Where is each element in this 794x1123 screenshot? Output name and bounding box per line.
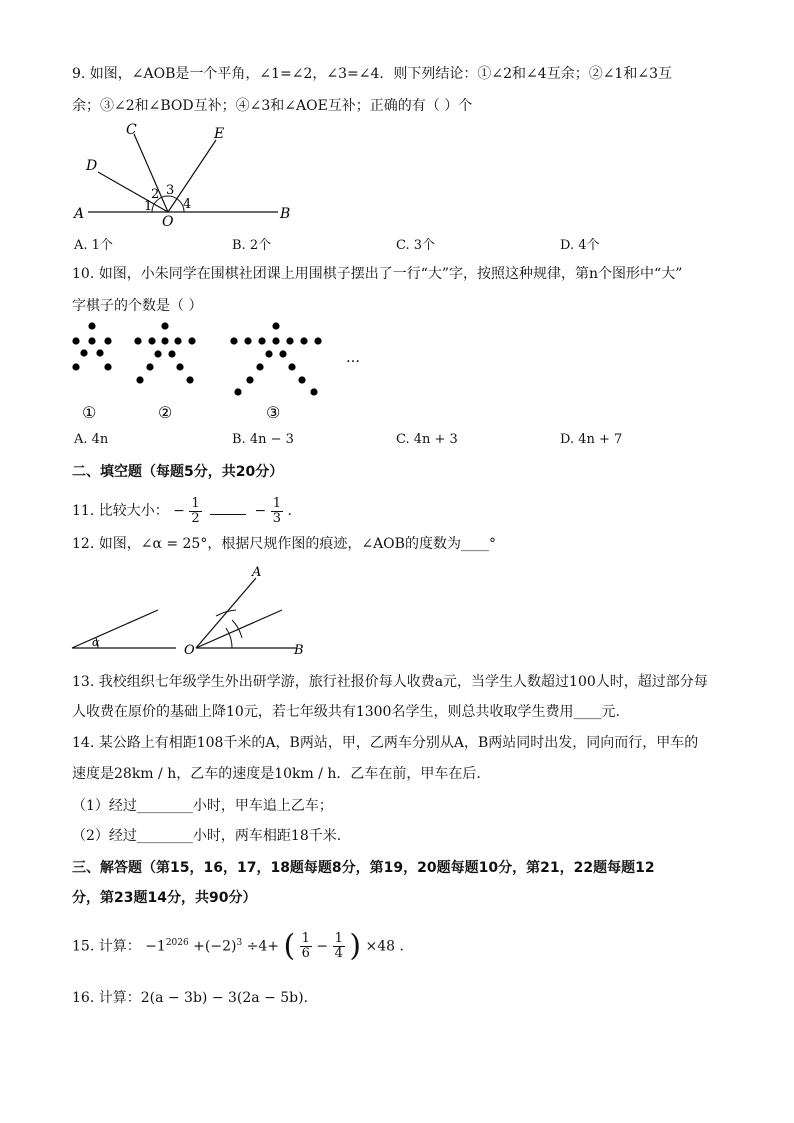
q10-option-c: C. 4n + 3 — [396, 432, 458, 447]
q15-line — [72, 926, 404, 964]
q15-prefix: 15. 计算： — [72, 938, 141, 955]
q15-f1-numerator: 1 — [301, 931, 310, 947]
q10-figure-label-2: ② — [158, 403, 173, 422]
q9-option-a: A. 1个 — [74, 238, 113, 253]
q10-line2: 字棋子的个数是（ ） — [72, 298, 203, 314]
q9-angle-3: 3 — [166, 183, 175, 198]
q11-answer-blank — [210, 500, 246, 515]
dot-figure-2 — [134, 322, 195, 383]
q9-line1: 9. 如图，∠AOB是一个平角，∠1=∠2，∠3=∠4．则下列结论：①∠2和∠4互余；②∠1和∠3互 — [72, 66, 672, 82]
q14-sub2: （2）经过________小时，两车相距18千米. — [72, 828, 342, 844]
q11-line — [72, 496, 292, 526]
q12-label-A: A — [252, 565, 262, 580]
q9-label-A: A — [74, 206, 85, 222]
q10-option-b: B. 4n − 3 — [232, 432, 294, 447]
q9-label-B: B — [280, 206, 291, 222]
q9-label-O: O — [162, 214, 174, 230]
q11-end: . — [287, 503, 292, 519]
q15-term1: −1 — [145, 938, 166, 955]
q16-line: 16. 计算：2(a − 3b) − 3(2a − 5b). — [72, 990, 309, 1006]
q10-dot-figure — [60, 316, 380, 426]
q15-term2: +(−2) — [193, 938, 237, 955]
q15-right-paren: ) — [349, 928, 362, 964]
q14-line1: 14. 某公路上有相距108千米的A，B两站，甲，乙两车分别从A，B两站同时出发，同向而行，甲车的 — [72, 735, 699, 751]
q10-figure-label-3: ③ — [266, 403, 281, 422]
q12-label-B: B — [294, 643, 304, 658]
q13-line2: 人收费在原价的基础上降10元，若七年级共有1300名学生，则总共收取学生费用____元. — [72, 704, 620, 720]
q11-fraction-2 — [271, 497, 283, 526]
q9-angle-2: 2 — [151, 187, 160, 202]
q12-label-alpha: α — [92, 636, 100, 649]
q11-frac2-denominator: 3 — [272, 510, 282, 526]
q11-frac2-sign: − — [254, 503, 267, 519]
q10-ellipsis: … — [346, 350, 360, 366]
q9-angle-4: 4 — [183, 197, 192, 212]
q15-exponent2: 3 — [236, 938, 243, 948]
q9-option-b: B. 2个 — [232, 238, 272, 253]
q11-frac2-numerator: 1 — [272, 495, 282, 511]
q15-fraction-2 — [333, 932, 345, 961]
q15-fraction-1 — [300, 932, 312, 961]
q15-term3: ÷4+ — [246, 938, 280, 955]
dot-figure-3 — [230, 322, 321, 395]
q15-left-paren: ( — [283, 928, 296, 964]
q15-exponent1: 2026 — [165, 938, 189, 948]
q10-line1: 10. 如图，小朱同学在围棋社团课上用围棋子摆出了一行“大”字，按照这种规律，第n个图形中“大” — [72, 266, 683, 282]
section-3-heading-line1: 三、解答题（第15，16，17，18题每题8分，第19，20题每题10分，第21，22题每题12 — [72, 860, 655, 876]
q15-end: . — [399, 938, 404, 955]
section-3-heading-line2: 分，第23题14分，共90分） — [72, 890, 257, 906]
q15-f2-numerator: 1 — [334, 931, 343, 947]
q9-option-c: C. 3个 — [396, 238, 436, 253]
q11-frac1-numerator: 1 — [191, 495, 200, 511]
q9-label-D: D — [86, 158, 98, 174]
q15-term4: ×48 — [365, 938, 396, 955]
section-2-heading: 二、填空题（每题5分，共20分） — [72, 464, 284, 480]
q9-label-C: C — [126, 122, 137, 138]
q15-minus: − — [316, 938, 329, 955]
q12-line: 12. 如图，∠α = 25°，根据尺规作图的痕迹，∠AOB的度数为____° — [72, 536, 496, 552]
q15-f1-denominator: 6 — [301, 946, 310, 962]
q11-fraction-1 — [189, 497, 201, 526]
q11-frac1-sign: − — [173, 503, 185, 519]
q11-prefix: 11. 比较大小： — [72, 503, 169, 519]
q9-option-d: D. 4个 — [560, 238, 600, 253]
q10-figure-label-1: ① — [82, 403, 97, 422]
q11-frac1-denominator: 2 — [191, 510, 200, 526]
q9-angle-figure — [70, 120, 310, 230]
q14-line2: 速度是28km / h，乙车的速度是10km / h．乙车在前，甲车在后. — [72, 766, 481, 782]
q10-option-a: A. 4n — [74, 432, 109, 447]
q12-angle-figure — [66, 560, 326, 660]
q15-f2-denominator: 4 — [334, 946, 343, 962]
q9-angle-1: 1 — [144, 199, 153, 214]
q12-label-O: O — [184, 643, 195, 658]
q9-label-E: E — [214, 126, 225, 142]
q10-option-d: D. 4n + 7 — [560, 432, 623, 447]
q14-sub1: （1）经过________小时，甲车追上乙车； — [72, 798, 333, 814]
q9-line2: 余；③∠2和∠BOD互补；④∠3和∠AOE互补；正确的有（ ）个 — [72, 98, 473, 114]
q13-line1: 13. 我校组织七年级学生外出研学游，旅行社报价每人收费a元，当学生人数超过100人时，超过部分每 — [72, 674, 708, 690]
dot-figure-1 — [72, 322, 111, 370]
